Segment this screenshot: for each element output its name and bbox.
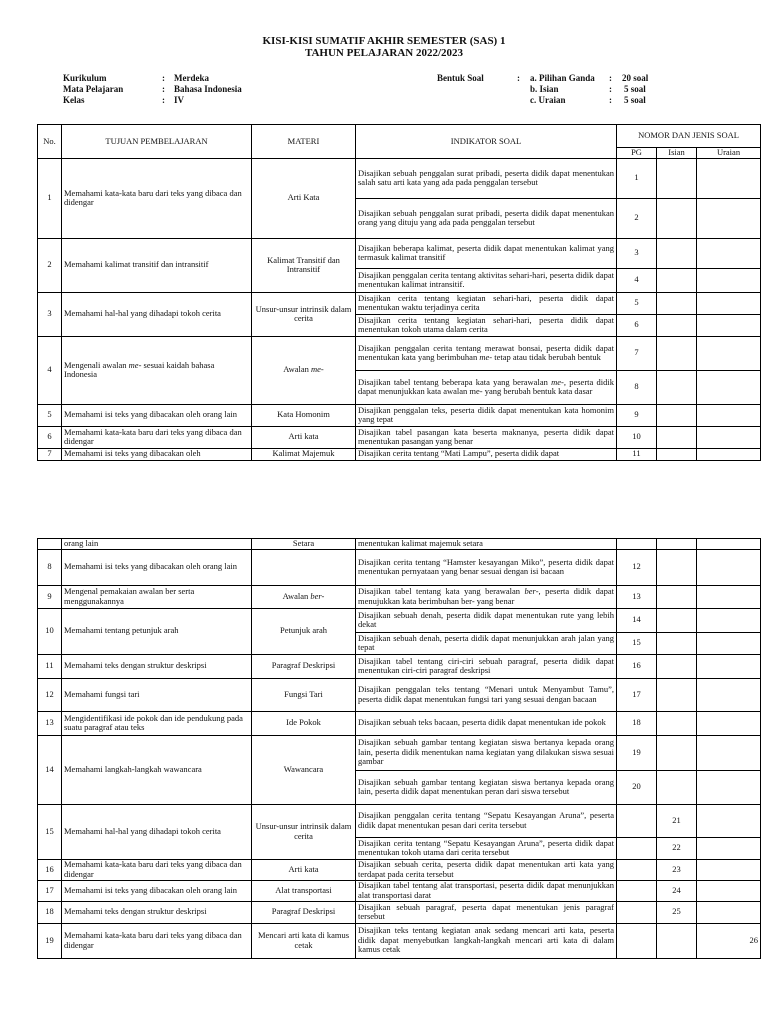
cell-uraian	[697, 770, 761, 804]
cell-materi: Arti kata	[252, 426, 356, 448]
cell-indikator: Disajikan sebuah gambar tentang kegiatan siswa bertanya kepada orang lain, peserta didik dapat menentukan peran dari siswa tersebut	[356, 770, 617, 804]
cell-indikator: Disajikan sebuah cerita, peserta didik dapat menentukan arti kata yang terdapat pada cerita tersebut	[356, 859, 617, 880]
cell-tujuan: Memahami teks dengan struktur deskripsi	[62, 901, 252, 923]
cell-no: 17	[38, 880, 62, 901]
cell-no: 16	[38, 859, 62, 880]
cell-pg: 4	[617, 268, 657, 292]
cell-tujuan: Memahami teks dengan struktur deskripsi	[62, 654, 252, 678]
cell-isian	[657, 585, 697, 608]
mapel-value: Bahasa Indonesia	[174, 84, 242, 94]
bentuk-b-label: b. Isian	[530, 84, 559, 94]
kelas-value: IV	[174, 95, 185, 105]
bentuk-b-count: 5 soal	[624, 84, 646, 94]
cell-pg	[617, 901, 657, 923]
cell-no: 2	[38, 238, 62, 292]
cell-pg: 20	[617, 770, 657, 804]
table-row	[38, 901, 761, 923]
bentuk-c-count: 5 soal	[624, 95, 646, 105]
text: Mengenali awalan	[64, 359, 129, 370]
cell-uraian	[697, 735, 761, 770]
cell-materi: Kalimat Transitif dan Intransitif	[252, 238, 356, 292]
text: Awalan	[282, 590, 311, 601]
cell-pg: 2	[617, 198, 657, 238]
cell-uraian	[697, 859, 761, 880]
cell-isian	[657, 549, 697, 585]
cell-uraian	[697, 654, 761, 678]
cell-indikator: Disajikan beberapa kalimat, peserta didik dapat menentukan kalimat yang termasuk kalimat transitif	[356, 238, 617, 268]
cell-tujuan: Memahami langkah-langkah wawancara	[62, 735, 252, 804]
table-row	[38, 804, 761, 837]
cell-pg	[617, 859, 657, 880]
kelas-label: Kelas	[63, 95, 85, 105]
bentuk-a-label: a. Pilihan Ganda	[530, 73, 595, 83]
cell-uraian	[697, 539, 761, 550]
bentuk-soal-label: Bentuk Soal	[437, 73, 484, 83]
cell-indikator: Disajikan penggalan teks, peserta didik dapat menentukan kata homonim yang tepat	[356, 404, 617, 426]
cell-uraian	[697, 158, 761, 198]
kisi-kisi-table-page-1	[37, 124, 761, 461]
header-indikator: INDIKATOR SOAL	[356, 125, 617, 159]
table-row	[38, 404, 761, 426]
text: Awalan	[283, 364, 312, 375]
table-row	[38, 426, 761, 448]
cell-isian: 23	[657, 859, 697, 880]
cell-indikator: Disajikan cerita tentang “Mati Lampu”, peserta didik dapat	[356, 448, 617, 460]
text: Disajikan tabel tentang beberapa kata yang berawalan	[358, 376, 552, 387]
cell-no: 18	[38, 901, 62, 923]
cell-isian	[657, 632, 697, 654]
cell-tujuan: Memahami kata-kata baru dari teks yang dibaca dan didengar	[62, 426, 252, 448]
text: , peserta didik dapat menujukkan kata berimbuhan ber- yang benar	[358, 586, 615, 606]
cell-uraian: 26	[697, 923, 761, 958]
cell-uraian	[697, 448, 761, 460]
cell-no: 15	[38, 804, 62, 859]
text-italic: ber-	[310, 590, 325, 601]
cell-uraian	[697, 336, 761, 370]
cell-pg: 15	[617, 632, 657, 654]
text: Disajikan penggalan cerita tentang merawat bonsai, peserta didik dapat menentukan kata yang berimbuhan	[358, 342, 614, 363]
cell-indikator: Disajikan tabel tentang ciri-ciri sebuah paragraf, peserta didik dapat menentukan ciri-ciri paragraf deskripsi	[356, 654, 617, 678]
cell-pg: 14	[617, 608, 657, 632]
cell-no: 9	[38, 585, 62, 608]
colon: :	[517, 73, 520, 83]
text: Disajikan tabel tentang kata yang berawalan	[358, 586, 525, 596]
text-italic: me-	[128, 359, 142, 370]
cell-pg: 18	[617, 711, 657, 735]
text-italic: ber-	[524, 586, 539, 596]
table-row	[38, 923, 761, 958]
cell-materi: Unsur-unsur intrinsik dalam cerita	[252, 804, 356, 859]
cell-indikator: Disajikan sebuah paragraf, peserta dapat menentukan jenis paragraf tersebut	[356, 901, 617, 923]
cell-pg: 12	[617, 549, 657, 585]
cell-uraian	[697, 804, 761, 837]
cell-uraian	[697, 370, 761, 404]
table-row	[38, 859, 761, 880]
colon: :	[609, 95, 612, 105]
table-row	[38, 678, 761, 711]
cell-materi	[252, 336, 356, 404]
table-row	[38, 238, 761, 268]
cell-pg: 1	[617, 158, 657, 198]
cell-indikator: Disajikan cerita tentang kegiatan sehari-hari, peserta didik dapat menentukan tokoh utama dalam cerita	[356, 314, 617, 336]
colon: :	[162, 73, 165, 83]
header-tujuan: TUJUAN PEMBELAJARAN	[62, 125, 252, 159]
table-row	[38, 336, 761, 370]
cell-isian	[657, 336, 697, 370]
cell-uraian	[697, 711, 761, 735]
cell-pg: 16	[617, 654, 657, 678]
cell-indikator: Disajikan penggalan cerita tentang “Sepatu Kesayangan Aruna”, peserta didik dapat menentukan pesan dari cerita tersebut	[356, 804, 617, 837]
mapel-label: Mata Pelajaran	[63, 84, 124, 94]
cell-isian	[657, 158, 697, 198]
cell-uraian	[697, 404, 761, 426]
cell-materi	[252, 549, 356, 585]
text-italic: me-	[551, 376, 564, 387]
cell-materi: Fungsi Tari	[252, 678, 356, 711]
cell-indikator: Disajikan cerita tentang “Sepatu Kesayangan Aruna”, peserta didik dapat menentukan tokoh utama dari cerita tersebut	[356, 837, 617, 859]
table-row	[38, 549, 761, 585]
cell-uraian	[697, 238, 761, 268]
cell-no: 6	[38, 426, 62, 448]
cell-isian	[657, 404, 697, 426]
cell-pg	[617, 923, 657, 958]
cell-tujuan: Memahami hal-hal yang dihadapi tokoh cerita	[62, 292, 252, 336]
kurikulum-value: Merdeka	[174, 73, 209, 83]
cell-isian	[657, 654, 697, 678]
cell-materi: Kata Homonim	[252, 404, 356, 426]
table-row	[38, 880, 761, 901]
cell-no: 3	[38, 292, 62, 336]
cell-pg: 19	[617, 735, 657, 770]
colon: :	[162, 95, 165, 105]
text: , peserta didik dapat menunjukkan kata awalan me- yang berubah bentuk kata dasar	[358, 376, 614, 397]
table-row	[38, 292, 761, 314]
cell-materi: Wawancara	[252, 735, 356, 804]
cell-tujuan: Memahami hal-hal yang dihadapi tokoh cerita	[62, 804, 252, 859]
cell-indikator: Disajikan sebuah denah, peserta didik dapat menunjukkan arah jalan yang tepat	[356, 632, 617, 654]
cell-indikator	[356, 585, 617, 608]
cell-indikator: Disajikan tabel tentang alat transportasi, peserta didik dapat menunjukkan alat transportasi darat	[356, 880, 617, 901]
cell-materi: Unsur-unsur intrinsik dalam cerita	[252, 292, 356, 336]
bentuk-c-label: c. Uraian	[530, 95, 566, 105]
text: sesuai kaidah bahasa Indonesia	[64, 359, 215, 380]
cell-no: 7	[38, 448, 62, 460]
cell-no: 8	[38, 549, 62, 585]
table-row	[38, 711, 761, 735]
cell-tujuan: Mengenal pemakaian awalan ber serta menggunakannya	[62, 585, 252, 608]
cell-indikator: Disajikan teks tentang kegiatan anak sedang mencari arti kata, peserta didik dapat menyebutkan langkah-langkah mencari arti kata di dalam kamus cetak	[356, 923, 617, 958]
cell-tujuan: Memahami isi teks yang dibacakan oleh orang lain	[62, 880, 252, 901]
table-row	[38, 158, 761, 198]
cell-pg: 10	[617, 426, 657, 448]
header-no: No.	[38, 125, 62, 159]
cell-uraian	[697, 314, 761, 336]
cell-pg: 5	[617, 292, 657, 314]
header-nomor-jenis: NOMOR DAN JENIS SOAL	[617, 125, 761, 148]
cell-uraian	[697, 585, 761, 608]
header-isian: Isian	[657, 148, 697, 159]
cell-no: 13	[38, 711, 62, 735]
cell-isian	[657, 608, 697, 632]
cell-no: 5	[38, 404, 62, 426]
cell-pg	[617, 837, 657, 859]
cell-isian: 25	[657, 901, 697, 923]
cell-uraian	[697, 292, 761, 314]
cell-tujuan: orang lain	[62, 539, 252, 550]
cell-isian: 22	[657, 837, 697, 859]
cell-indikator: Disajikan cerita tentang kegiatan sehari-hari, peserta didik dapat menentukan waktu terjadinya cerita	[356, 292, 617, 314]
cell-pg: 7	[617, 336, 657, 370]
cell-indikator	[356, 336, 617, 370]
cell-isian	[657, 448, 697, 460]
cell-materi: Kalimat Majemuk	[252, 448, 356, 460]
cell-isian	[657, 238, 697, 268]
cell-materi: Paragraf Deskripsi	[252, 654, 356, 678]
cell-materi: Arti Kata	[252, 158, 356, 238]
cell-indikator: Disajikan sebuah teks bacaan, peserta didik dapat menentukan ide pokok	[356, 711, 617, 735]
cell-no: 11	[38, 654, 62, 678]
cell-indikator	[356, 370, 617, 404]
cell-tujuan: Memahami kata-kata baru dari teks yang dibaca dan didengar	[62, 158, 252, 238]
bentuk-a-count: 20 soal	[622, 73, 649, 83]
cell-isian	[657, 314, 697, 336]
header-materi: MATERI	[252, 125, 356, 159]
cell-isian	[657, 770, 697, 804]
cell-uraian	[697, 549, 761, 585]
cell-materi: Ide Pokok	[252, 711, 356, 735]
cell-indikator: Disajikan penggalan cerita tentang aktivitas sehari-hari, peserta didik dapat menentukan kalimat intransitif.	[356, 268, 617, 292]
cell-tujuan: Memahami kalimat transitif dan intransitif	[62, 238, 252, 292]
cell-isian	[657, 268, 697, 292]
cell-pg	[617, 880, 657, 901]
cell-tujuan	[62, 336, 252, 404]
cell-tujuan: Memahami isi teks yang dibacakan oleh orang lain	[62, 549, 252, 585]
cell-no: 10	[38, 608, 62, 654]
cell-materi: Setara	[252, 539, 356, 550]
header-uraian: Uraian	[697, 148, 761, 159]
cell-indikator: Disajikan sebuah denah, peserta didik dapat menentukan rute yang lebih dekat	[356, 608, 617, 632]
cell-pg: 3	[617, 238, 657, 268]
cell-isian	[657, 539, 697, 550]
cell-tujuan: Memahami isi teks yang dibacakan oleh	[62, 448, 252, 460]
table-row	[38, 735, 761, 770]
cell-uraian	[697, 632, 761, 654]
cell-uraian	[697, 608, 761, 632]
cell-pg	[617, 804, 657, 837]
cell-isian	[657, 678, 697, 711]
cell-pg: 17	[617, 678, 657, 711]
cell-pg: 11	[617, 448, 657, 460]
table-row	[38, 608, 761, 632]
cell-indikator: Disajikan sebuah gambar tentang kegiatan siswa bertanya kepada orang lain, peserta didik menentukan nama kegiatan yang dilakukan siswa sesuai gambar	[356, 735, 617, 770]
cell-uraian	[697, 198, 761, 238]
table-row	[38, 539, 761, 550]
cell-materi: Mencari arti kata di kamus cetak	[252, 923, 356, 958]
kurikulum-label: Kurikulum	[63, 73, 107, 83]
cell-pg: 13	[617, 585, 657, 608]
header-pg: PG	[617, 148, 657, 159]
colon: :	[609, 73, 612, 83]
cell-isian	[657, 711, 697, 735]
cell-materi	[252, 585, 356, 608]
cell-uraian	[697, 880, 761, 901]
cell-no	[38, 539, 62, 550]
cell-pg: 8	[617, 370, 657, 404]
cell-isian	[657, 198, 697, 238]
cell-indikator: Disajikan tabel pasangan kata beserta maknanya, peserta didik dapat menentukan pasangan yang benar	[356, 426, 617, 448]
cell-isian	[657, 426, 697, 448]
cell-indikator: Disajikan sebuah penggalan surat pribadi, peserta didik dapat menentukan salah satu arti kata yang ada pada penggalan tersebut	[356, 158, 617, 198]
cell-pg: 9	[617, 404, 657, 426]
text-italic: me-	[311, 364, 324, 375]
cell-no: 1	[38, 158, 62, 238]
cell-materi: Petunjuk arah	[252, 608, 356, 654]
document-subtitle: TAHUN PELAJARAN 2022/2023	[304, 47, 464, 59]
cell-no: 19	[38, 923, 62, 958]
cell-tujuan: Memahami kata-kata baru dari teks yang dibaca dan didengar	[62, 859, 252, 880]
text-italic: me-	[479, 352, 493, 363]
cell-uraian	[697, 678, 761, 711]
table-row	[38, 654, 761, 678]
cell-isian: 24	[657, 880, 697, 901]
cell-indikator: Disajikan sebuah penggalan surat pribadi, peserta didik dapat menentukan orang yang dituju yang ada pada penggalan tersebut	[356, 198, 617, 238]
cell-no: 14	[38, 735, 62, 804]
cell-no: 4	[38, 336, 62, 404]
cell-tujuan: Memahami fungsi tari	[62, 678, 252, 711]
cell-tujuan: Memahami kata-kata baru dari teks yang dibaca dan didengar	[62, 923, 252, 958]
cell-isian	[657, 292, 697, 314]
kisi-kisi-table-page-2	[37, 538, 761, 959]
table-row	[38, 448, 761, 460]
text: tetap atau tidak berubah bentuk	[492, 352, 601, 363]
cell-pg: 6	[617, 314, 657, 336]
cell-materi: Paragraf Deskripsi	[252, 901, 356, 923]
cell-isian	[657, 735, 697, 770]
cell-uraian	[697, 837, 761, 859]
colon: :	[162, 84, 165, 94]
cell-isian: 21	[657, 804, 697, 837]
document-title: KISI-KISI SUMATIF AKHIR SEMESTER (SAS) 1	[262, 35, 506, 47]
cell-pg	[617, 539, 657, 550]
cell-isian	[657, 370, 697, 404]
colon: :	[609, 84, 612, 94]
cell-no: 12	[38, 678, 62, 711]
cell-uraian	[697, 901, 761, 923]
cell-isian	[657, 923, 697, 958]
cell-indikator: menentukan kalimat majemuk setara	[356, 539, 617, 550]
cell-materi: Alat transportasi	[252, 880, 356, 901]
cell-tujuan: Memahami isi teks yang dibacakan oleh orang lain	[62, 404, 252, 426]
cell-tujuan: Memahami tentang petunjuk arah	[62, 608, 252, 654]
cell-uraian	[697, 426, 761, 448]
cell-tujuan: Mengidentifikasi ide pokok dan ide pendukung pada suatu paragraf atau teks	[62, 711, 252, 735]
table-row	[38, 585, 761, 608]
cell-indikator: Disajikan cerita tentang “Hamster kesayangan Miko”, peserta didik dapat menentukan pernyataan yang benar sesuai dengan isi bacaan	[356, 549, 617, 585]
cell-uraian	[697, 268, 761, 292]
cell-materi: Arti kata	[252, 859, 356, 880]
cell-indikator: Disajikan penggalan teks tentang “Menari untuk Menyambut Tamu”, peserta didik dapat menentukan fungsi tari yang sesuai dengan bacaan	[356, 678, 617, 711]
